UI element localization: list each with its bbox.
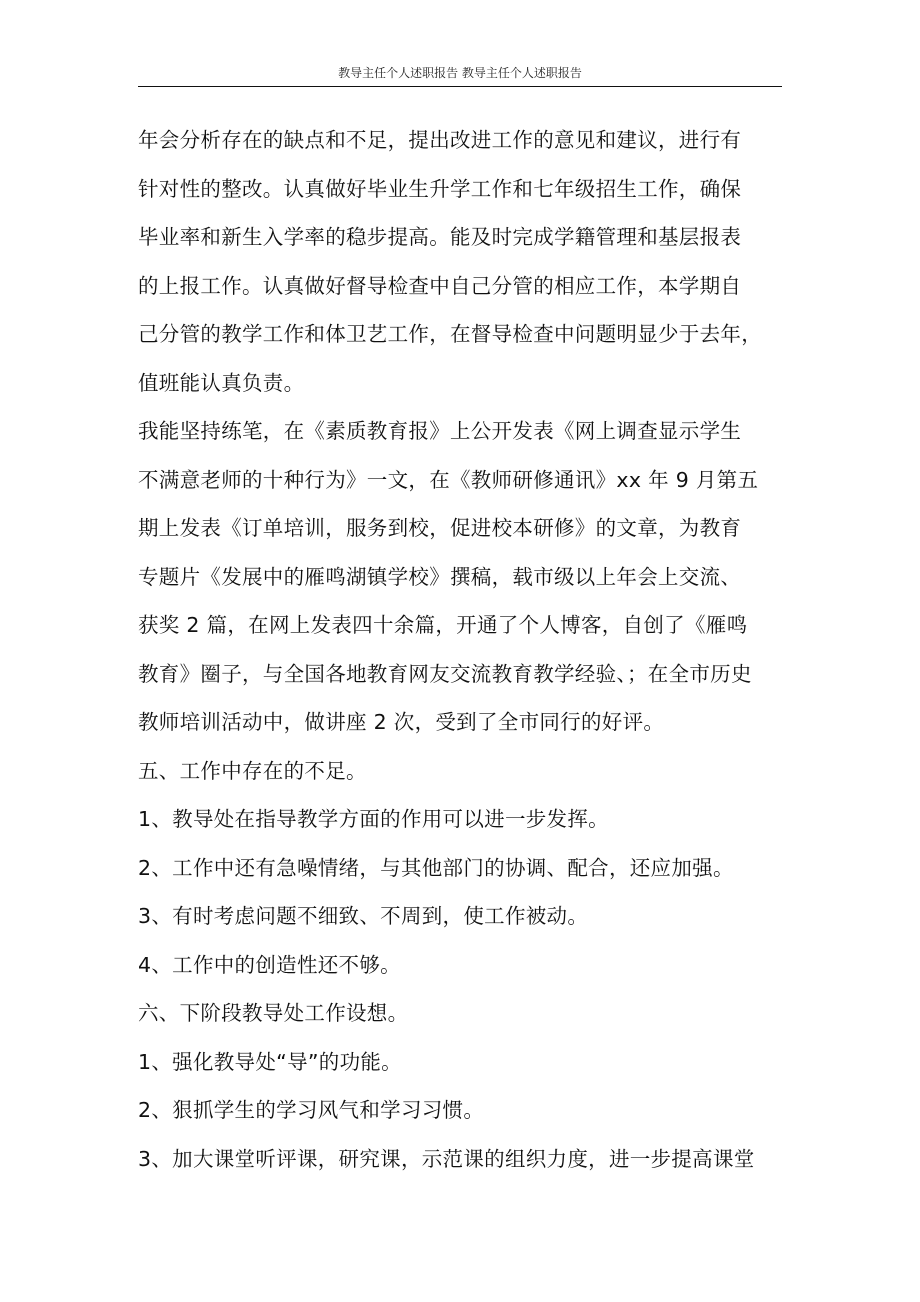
list-item: 1、强化教导处“导”的功能。 <box>138 1049 402 1074</box>
paragraph-line: 我能坚持练笔，在《素质教育报》上公开发表《网上调查显示学生 <box>138 419 742 443</box>
header-title: 教导主任个人述职报告 教导主任个人述职报告 <box>338 66 582 80</box>
paragraph-line: 教育》圈子，与全国各地教育网友交流教育教学经验、；在全市历史 <box>138 661 752 686</box>
body-line: 值班能认真负责。 <box>138 370 305 395</box>
section-heading: 六、下阶段教导处工作设想。 <box>138 1001 409 1025</box>
page-header <box>138 60 782 87</box>
body-line: 针对性的整改。认真做好毕业生升学工作和七年级招生工作，确保 <box>138 176 742 201</box>
list-item: 2、狠抓学生的学习风气和学习习惯。 <box>138 1098 485 1122</box>
body-line: 己分管的教学工作和体卫艺工作，在督导检查中问题明显少于去年， <box>138 322 762 346</box>
body-line: 毕业率和新生入学率的稳步提高。能及时完成学籍管理和基层报表 <box>138 225 742 249</box>
list-item: 1、教导处在指导教学方面的作用可以进一步发挥。 <box>138 807 609 831</box>
body-line: 的上报工作。认真做好督导检查中自己分管的相应工作，本学期自 <box>138 273 742 298</box>
list-item: 3、加大课堂听评课，研究课，示范课的组织力度，进一步提高课堂 <box>138 1146 755 1171</box>
paragraph-line: 获奖 2 篇，在网上发表四十余篇，开通了个人博客，自创了《雁鸣 <box>138 613 748 637</box>
document-body <box>138 116 782 1183</box>
body-line: 年会分析存在的缺点和不足，提出改进工作的意见和建议，进行有 <box>138 128 742 152</box>
paragraph-line: 专题片《发展中的雁鸣湖镇学校》撰稿，载市级以上年会上交流、 <box>138 564 742 589</box>
list-item: 2、工作中还有急噪情绪，与其他部门的协调、配合，还应加强。 <box>138 855 734 880</box>
paragraph-line: 教师培训活动中，做讲座 2 次，受到了全市同行的好评。 <box>138 710 665 734</box>
list-item: 3、有时考虑问题不细致、不周到，使工作被动。 <box>138 904 589 928</box>
list-item: 4、工作中的创造性还不够。 <box>138 952 401 977</box>
section-heading: 五、工作中存在的不足。 <box>138 758 367 783</box>
paragraph-line: 不满意老师的十种行为》一文，在《教师研修通讯》xx 年 9 月第五 <box>138 467 759 492</box>
paragraph-line: 期上发表《订单培训，服务到校，促进校本研修》的文章，为教育 <box>138 516 742 540</box>
